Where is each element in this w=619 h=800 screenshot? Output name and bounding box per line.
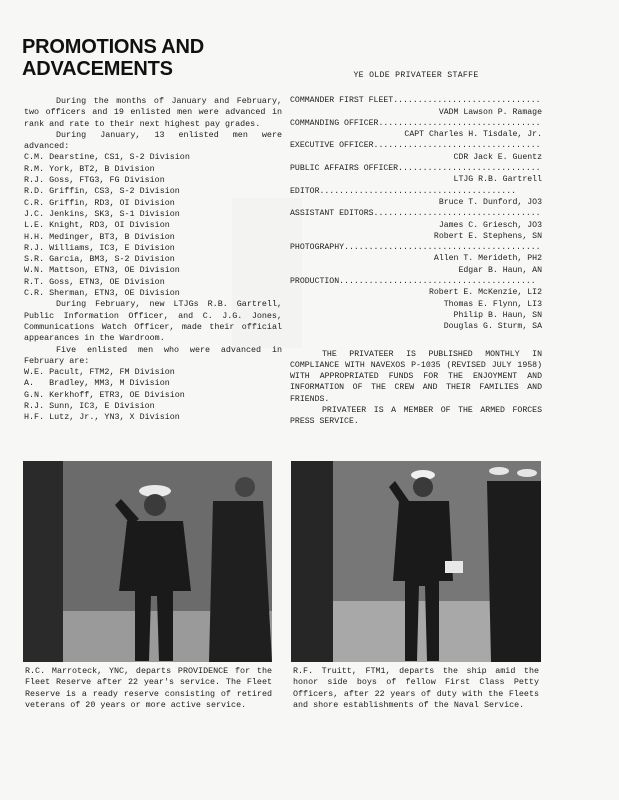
list-item: R.J. Williams, IC3, E Division xyxy=(24,242,175,253)
list-item: G.N. Kerkhoff, ETR3, OE Division xyxy=(24,389,185,400)
headline-line-1: PROMOTIONS AND xyxy=(22,36,205,58)
list-item: W.E. Pacult, FTM2, FM Division xyxy=(24,367,175,378)
list-item: S.R. Garcia, BM3, S-2 Division xyxy=(24,254,175,265)
list-item: W.N. Mattson, ETN3, OE Division xyxy=(24,265,180,276)
staff-entry xyxy=(290,186,542,209)
staff-name: Bruce T. Dunford, JO3 xyxy=(438,197,542,207)
staff-name: VADM Lawson P. Ramage xyxy=(438,107,542,117)
list-item: R.T. Goss, ETN3, OE Division xyxy=(24,276,165,287)
staff-masthead xyxy=(290,70,542,428)
january-intro: During January, 13 enlisted men were advanced: xyxy=(24,129,282,152)
february-paragraph: During February, new LTJGs R.B. Gartrell, Public Information Officer, and C. J.G. Jones, Communications Watch Officer, made their official appearances in the Wardroom. xyxy=(24,299,282,344)
promotions-column xyxy=(24,96,282,424)
list-item: R.J. Goss, FTG3, FG Division xyxy=(24,175,165,186)
staff-role: COMMANDING OFFICER ..... xyxy=(290,118,542,129)
staff-entry xyxy=(290,95,542,118)
list-item: R.M. York, BT2, B Division xyxy=(24,163,155,174)
january-list xyxy=(24,152,282,299)
staff-name: Robert E. Stephens, SN xyxy=(433,231,542,241)
staff-entry xyxy=(290,140,542,163)
staff-name: Robert E. McKenzie, LI2 xyxy=(428,288,542,298)
list-item: R.D. Griffin, CS3, S-2 Division xyxy=(24,186,180,197)
staff-name: Thomas E. Flynn, LI3 xyxy=(443,299,542,309)
list-item: C.M. Dearstine, CS1, S-2 Division xyxy=(24,152,190,163)
caption-truitt: R.F. Truitt, FTM1, departs the ship amid the honor side boys of fellow First Class Petty Officers, after 22 years of duty with the Fleets and shore establishments of the Naval Service. xyxy=(293,666,539,710)
promotions-intro: During the months of January and February, two officers and 19 enlisted men were advanced in rank and rate to their next highest pay grades. xyxy=(24,96,282,129)
photo-marroteck xyxy=(23,461,272,662)
staff-role: PHOTOGRAPHY ..... xyxy=(290,242,542,253)
staff-role: ASSISTANT EDITORS ..... xyxy=(290,208,542,219)
staff-role: EDITOR ..... xyxy=(290,186,542,197)
staff-name: Douglas G. Sturm, SA xyxy=(443,322,542,332)
staff-entry xyxy=(290,208,542,242)
staff-name: Edgar B. Haun, AN xyxy=(458,265,542,275)
staff-name: Allen T. Merideth, PH2 xyxy=(433,254,542,264)
staff-name: Philip B. Haun, SN xyxy=(453,310,542,320)
staff-entry xyxy=(290,276,542,332)
february-list xyxy=(24,367,282,423)
list-item: R.J. Sunn, IC3, E Division xyxy=(24,401,155,412)
staff-name: CDR Jack E. Guentz xyxy=(453,152,542,162)
photo-salute-icon xyxy=(23,461,272,662)
staff-entry xyxy=(290,163,542,186)
photo-salute-icon xyxy=(291,461,541,662)
staff-role: PRODUCTION ..... xyxy=(290,276,542,287)
list-item: A. Bradley, MM3, M Division xyxy=(24,378,170,389)
staff-role: COMMANDER FIRST FLEET ..... xyxy=(290,95,542,106)
list-item: C.R. Griffin, RD3, OI Division xyxy=(24,197,175,208)
photo-truitt xyxy=(291,461,541,662)
february-intro: Five enlisted men who were advanced in February are: xyxy=(24,344,282,366)
list-item: H.H. Medinger, BT3, B Division xyxy=(24,231,175,242)
staff-name: CAPT Charles H. Tisdale, Jr. xyxy=(404,130,542,140)
list-item: H.F. Lutz, Jr., YN3, X Division xyxy=(24,412,180,423)
section-headline xyxy=(22,36,282,80)
staff-title: YE OLDE PRIVATEER STAFFE xyxy=(353,71,479,80)
notice-text: THE PRIVATEER IS PUBLISHED MONTHLY IN COMPLIANCE WITH NAVEXOS P-1035 (REVISED JULY 1958) WITH APPROPRIATED FUNDS FOR THE ENJOYMENT AND INFORMATION OF THE CREW AND THEIR FAMILIES AND FRIENDS. xyxy=(290,349,542,404)
staff-role: EXECUTIVE OFFICER ..... xyxy=(290,140,542,151)
staff-name: James C. Griesch, JO3 xyxy=(438,220,542,230)
list-item: L.E. Knight, RD3, OI Division xyxy=(24,220,170,231)
publication-notice xyxy=(290,349,542,428)
list-item: C.R. Sherman, ETN3, OE Division xyxy=(24,288,180,299)
headline-line-2: ADVACEMENTS xyxy=(22,58,173,80)
staff-entry xyxy=(290,118,542,141)
member-text: PRIVATEER IS A MEMBER OF THE ARMED FORCES PRESS SERVICE. xyxy=(290,406,542,427)
list-item: J.C. Jenkins, SK3, S-1 Division xyxy=(24,208,180,219)
caption-marroteck: R.C. Marroteck, YNC, departs PROVIDENCE for the Fleet Reserve after 22 year's service. The Fleet Reserve is a ready reserve consisting of retired veterans of 20 years or more active service. xyxy=(25,666,272,710)
staff-role: PUBLIC AFFAIRS OFFICER ..... xyxy=(290,163,542,174)
staff-entry xyxy=(290,242,542,276)
staff-name: LTJG R.B. Gartrell xyxy=(453,175,542,185)
